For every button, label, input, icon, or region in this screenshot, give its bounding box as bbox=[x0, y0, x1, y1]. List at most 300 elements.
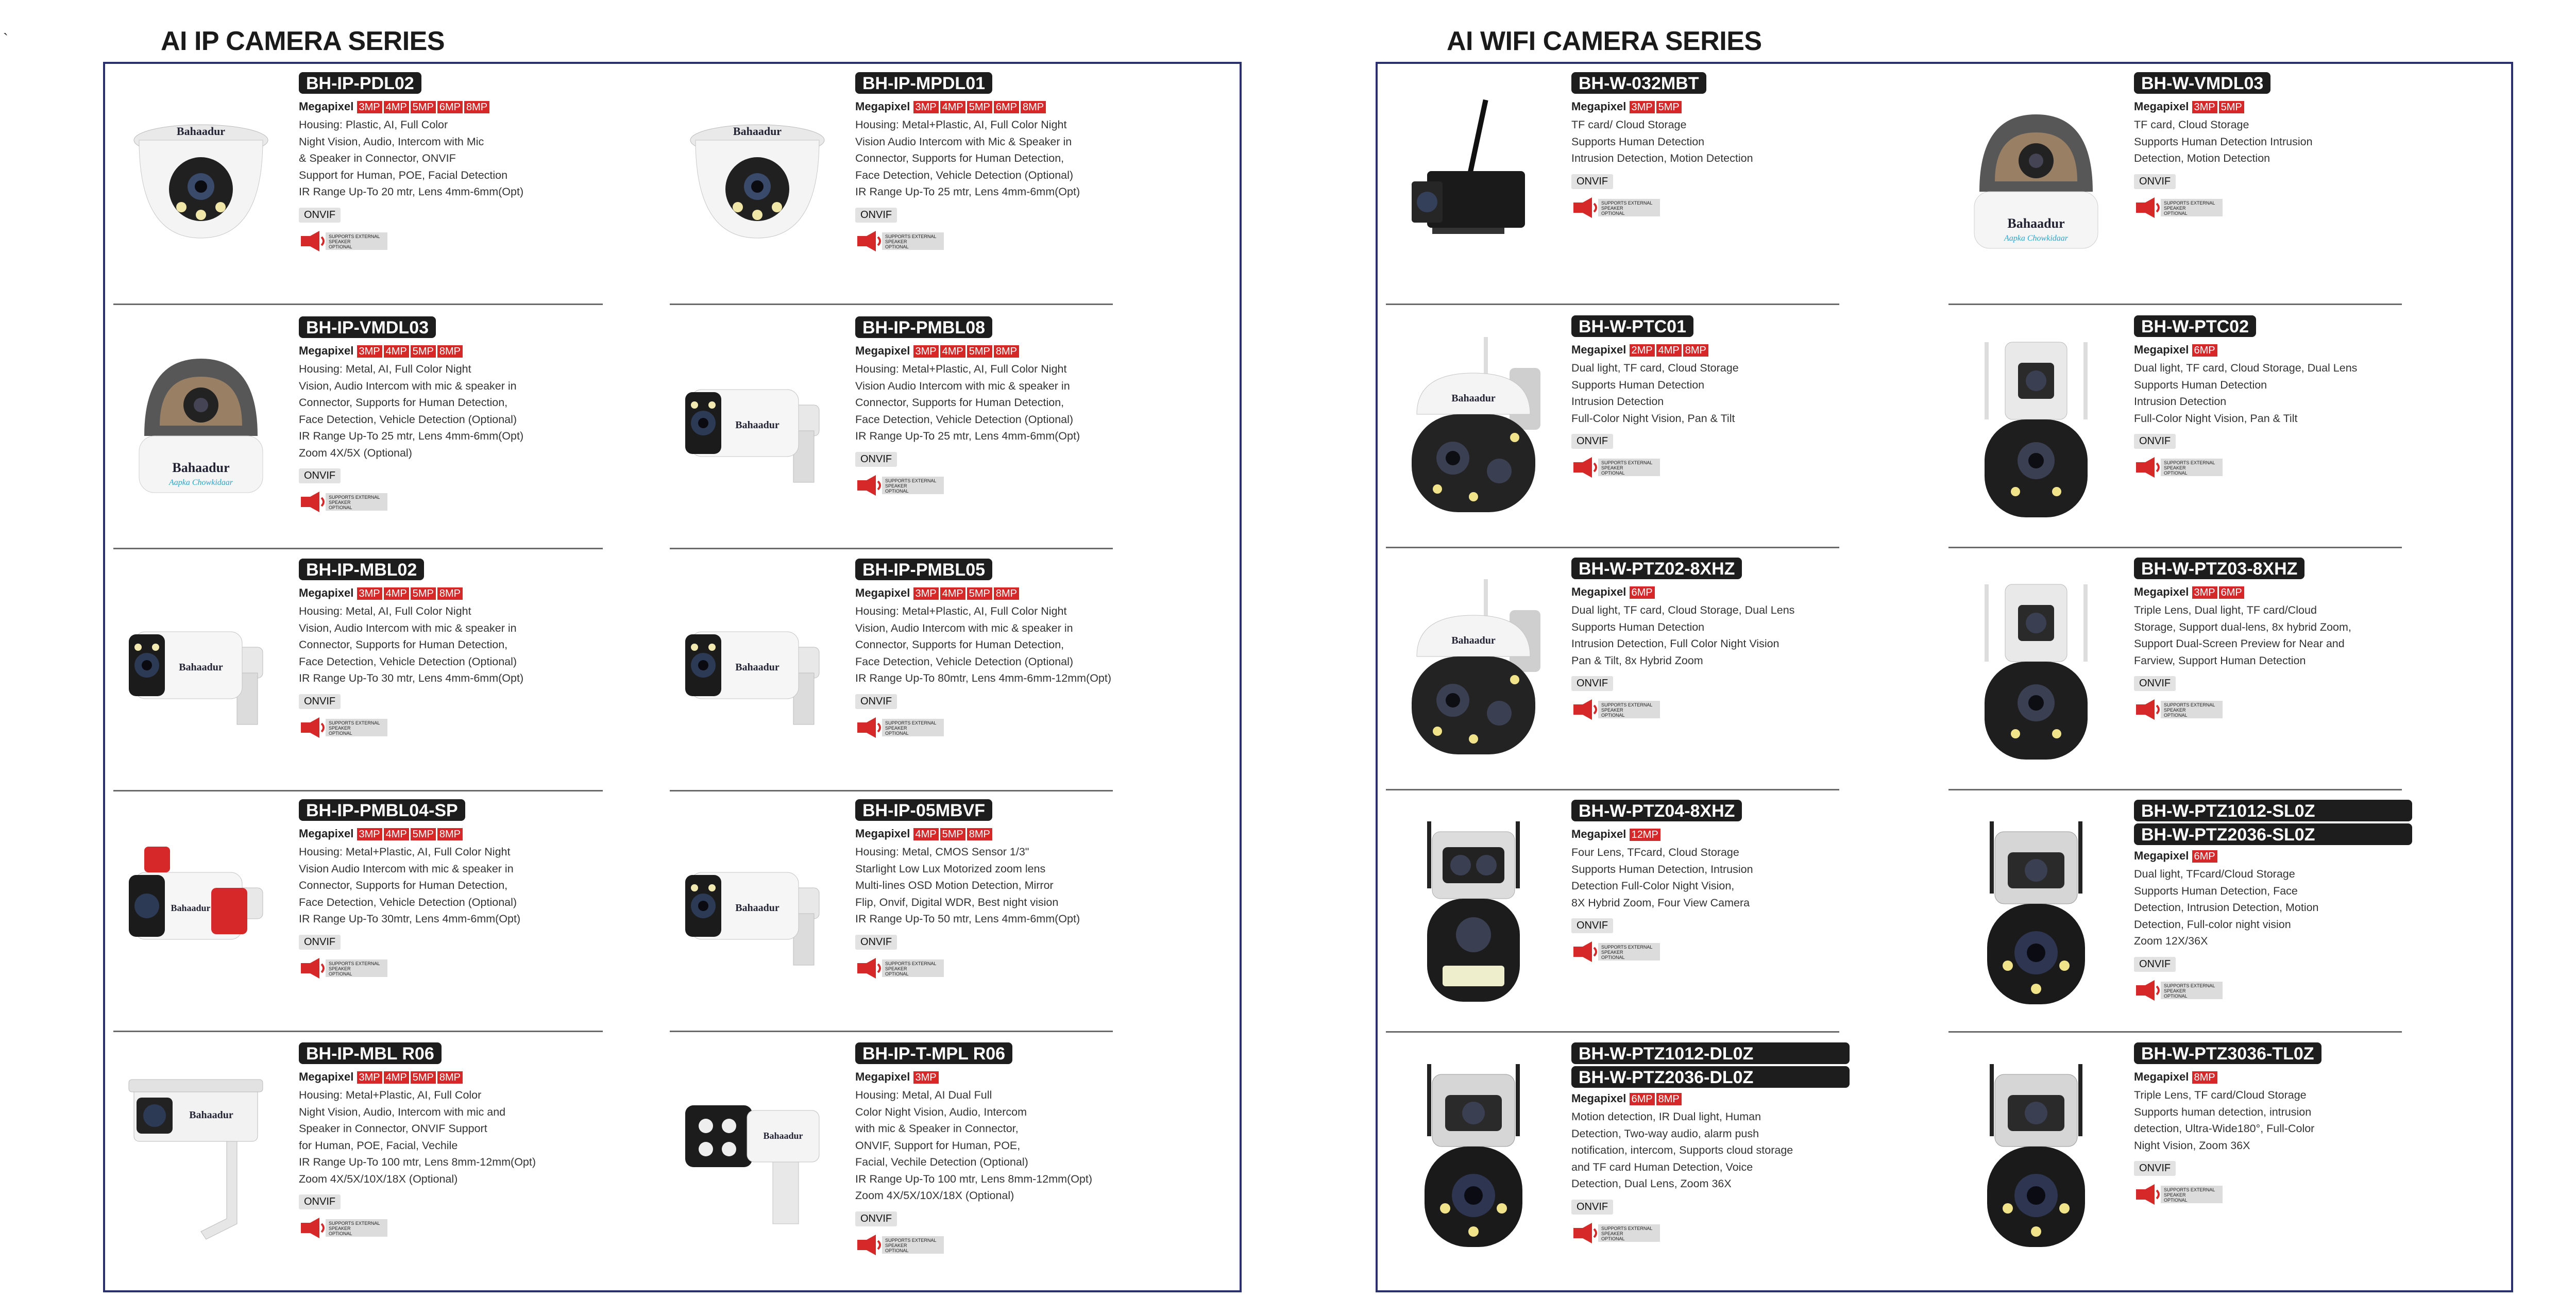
row-divider bbox=[1386, 1031, 1839, 1033]
model-names bbox=[299, 799, 577, 823]
megapixel-badge: 4MP bbox=[384, 1071, 409, 1084]
camera-image bbox=[1959, 327, 2113, 523]
spec-line: ONVIF, Support for Human, POE, bbox=[855, 1139, 1021, 1152]
megapixel-badge: 6MP bbox=[1630, 1093, 1655, 1105]
product-card bbox=[113, 307, 629, 549]
spec-line: Dual light, TF card, Cloud Storage bbox=[1571, 362, 1739, 374]
svg-text:Bahaadur: Bahaadur bbox=[1451, 393, 1496, 404]
product-card bbox=[670, 549, 1185, 791]
onvif-badge: ONVIF bbox=[2134, 174, 2176, 189]
spec-line: Housing: Metal, AI, Full Color Night bbox=[299, 363, 471, 375]
svg-text:Bahaadur: Bahaadur bbox=[189, 1109, 233, 1121]
megapixel-badge: 4MP bbox=[384, 101, 409, 113]
svg-text:Bahaadur: Bahaadur bbox=[2007, 216, 2065, 231]
speaker-tag bbox=[1598, 1224, 1660, 1242]
spec-line: Face Detection, Vehicle Detection (Optional) bbox=[855, 655, 1074, 668]
megapixel-badge: 8MP bbox=[437, 1071, 463, 1084]
speaker-tag bbox=[326, 1219, 387, 1237]
external-speaker-badge bbox=[855, 717, 948, 738]
spec-line: Zoom 4X/5X (Optional) bbox=[299, 446, 412, 459]
onvif-badge: ONVIF bbox=[1571, 434, 1613, 449]
speaker-tag bbox=[1598, 459, 1660, 476]
spec-line: Supports Human Detection bbox=[1571, 620, 1705, 633]
spec-line: Triple Lens, TF card/Cloud Storage bbox=[2134, 1089, 2307, 1101]
onvif-badge: ONVIF bbox=[855, 208, 897, 223]
speaker-tag-line: SPEAKER bbox=[885, 725, 907, 731]
speaker-tag-line: SUPPORTS EXTERNAL bbox=[885, 478, 937, 483]
svg-text:Bahaadur: Bahaadur bbox=[172, 460, 230, 475]
spec-line: Housing: Metal, AI Dual Full bbox=[855, 1089, 992, 1101]
spec-line: IR Range Up-To 100 mtr, Lens 8mm-12mm(Opt) bbox=[299, 1156, 536, 1168]
megapixel-badge: 6MP bbox=[2192, 344, 2217, 357]
model-names bbox=[299, 559, 577, 582]
svg-text:Aapka Chowkidaar: Aapka Chowkidaar bbox=[2004, 234, 2068, 243]
product-card bbox=[1948, 1033, 2443, 1275]
spec-line: Intrusion Detection bbox=[1571, 395, 1664, 408]
speaker-icon bbox=[299, 717, 328, 738]
megapixel-badge: 6MP bbox=[2192, 850, 2217, 863]
spec-line: Connector, Supports for Human Detection, bbox=[855, 396, 1064, 409]
megapixel-badge: 3MP bbox=[357, 1071, 382, 1084]
speaker-icon bbox=[855, 717, 884, 738]
spec-line: Face Detection, Vehicle Detection (Optional) bbox=[855, 413, 1074, 426]
model-names bbox=[2134, 800, 2412, 845]
megapixel-label: Megapixel bbox=[299, 344, 354, 357]
speaker-tag-line: SPEAKER bbox=[1601, 950, 1623, 955]
spec-line: Housing: Metal+Plastic, AI, Full Color Night bbox=[299, 846, 511, 858]
model-badge: BH-IP-05MBVF bbox=[855, 799, 992, 821]
model-badge: BH-W-PTZ3036-TL0Z bbox=[2134, 1042, 2321, 1064]
camera-image bbox=[1959, 569, 2113, 765]
speaker-icon bbox=[2134, 980, 2163, 1001]
megapixel-badge: 6MP bbox=[994, 101, 1019, 113]
megapixel-badge: 8MP bbox=[994, 587, 1019, 600]
spec-line: Face Detection, Vehicle Detection (Optional) bbox=[855, 169, 1074, 181]
spec-line: Connector, Supports for Human Detection, bbox=[299, 638, 508, 651]
spec-line: Supports Human Detection, Face bbox=[2134, 884, 2298, 897]
spec-line: Vision, Audio Intercom with mic & speaker in bbox=[299, 621, 517, 634]
model-badge: BH-W-PTZ2036-SL0Z bbox=[2134, 823, 2412, 845]
speaker-tag-line: SUPPORTS EXTERNAL bbox=[329, 961, 380, 966]
spec-line: Detection, Intrusion Detection, Motion bbox=[2134, 901, 2319, 914]
speaker-icon bbox=[1571, 197, 1600, 218]
onvif-badge: ONVIF bbox=[2134, 676, 2176, 691]
speaker-tag-line: SUPPORTS EXTERNAL bbox=[2164, 702, 2215, 707]
onvif-badge: ONVIF bbox=[1571, 174, 1613, 189]
camera-image bbox=[680, 328, 835, 524]
speaker-tag-line: SUPPORTS EXTERNAL bbox=[885, 233, 937, 239]
svg-text:Bahaadur: Bahaadur bbox=[171, 903, 211, 913]
product-card bbox=[1948, 548, 2443, 790]
megapixel-label: Megapixel bbox=[1571, 585, 1626, 598]
product-info bbox=[2134, 315, 2412, 478]
speaker-tag-line: SPEAKER bbox=[885, 239, 907, 244]
onvif-badge: ONVIF bbox=[299, 468, 341, 483]
megapixel-row bbox=[299, 344, 577, 358]
megapixel-badge: 4MP bbox=[940, 587, 965, 600]
speaker-tag bbox=[882, 232, 944, 250]
speaker-tag-line: OPTIONAL bbox=[329, 505, 352, 510]
spec-line: Supports Human Detection bbox=[1571, 135, 1705, 148]
megapixel-row bbox=[1571, 828, 1850, 841]
camera-image bbox=[1959, 811, 2113, 1007]
megapixel-badge: 8MP bbox=[967, 828, 992, 840]
product-card bbox=[670, 63, 1185, 305]
product-card bbox=[1948, 790, 2443, 1033]
speaker-tag bbox=[882, 477, 944, 494]
speaker-tag-line: OPTIONAL bbox=[885, 730, 909, 736]
onvif-badge: ONVIF bbox=[299, 694, 341, 709]
speaker-tag-line: SUPPORTS EXTERNAL bbox=[1601, 945, 1653, 950]
speaker-tag-line: OPTIONAL bbox=[1601, 713, 1625, 718]
speaker-tag-line: SPEAKER bbox=[329, 500, 351, 505]
megapixel-badge: 5MP bbox=[411, 1071, 436, 1084]
spec-line: Vision Audio Intercom with mic & speaker in bbox=[299, 862, 514, 875]
speaker-tag-line: SPEAKER bbox=[885, 1242, 907, 1248]
spec-line: Detection, Full-color night vision bbox=[2134, 918, 2291, 931]
model-badge: BH-W-PTZ03-8XHZ bbox=[2134, 558, 2304, 579]
product-card bbox=[1386, 63, 1880, 305]
megapixel-label: Megapixel bbox=[2134, 1070, 2189, 1083]
model-names bbox=[1571, 72, 1850, 96]
external-speaker-badge bbox=[1571, 1223, 1664, 1243]
svg-text:Bahaadur: Bahaadur bbox=[763, 1131, 803, 1141]
speaker-tag-line: SUPPORTS EXTERNAL bbox=[329, 233, 380, 239]
megapixel-badge: 3MP bbox=[913, 345, 939, 358]
spec-line: Connector, Supports for Human Detection, bbox=[855, 638, 1064, 651]
spec-line: Pan & Tilt, 8x Hybrid Zoom bbox=[1571, 654, 1703, 667]
onvif-badge: ONVIF bbox=[2134, 434, 2176, 449]
speaker-icon bbox=[855, 1235, 884, 1255]
megapixel-badge: 3MP bbox=[913, 587, 939, 600]
speaker-tag-line: OPTIONAL bbox=[329, 1231, 352, 1236]
speaker-tag-line: SUPPORTS EXTERNAL bbox=[885, 961, 937, 966]
speaker-tag-line: SUPPORTS EXTERNAL bbox=[885, 720, 937, 726]
megapixel-row bbox=[1571, 343, 1850, 357]
speaker-icon bbox=[855, 958, 884, 979]
model-names bbox=[1571, 558, 1850, 581]
camera-image bbox=[1396, 83, 1551, 279]
megapixel-badge: 2MP bbox=[1630, 344, 1655, 357]
megapixel-badge: 3MP bbox=[1630, 101, 1655, 113]
megapixel-badge: 3MP bbox=[2192, 586, 2217, 599]
onvif-badge: ONVIF bbox=[2134, 1161, 2176, 1176]
camera-image bbox=[1396, 811, 1551, 1007]
product-card bbox=[113, 790, 629, 1032]
product-card bbox=[670, 1033, 1185, 1275]
speaker-tag bbox=[882, 719, 944, 736]
speaker-icon bbox=[299, 231, 328, 251]
wifi-section-title: AI WIFI CAMERA SERIES bbox=[1447, 26, 1762, 56]
spec-line: for Human, POE, Facial, Vechile bbox=[299, 1139, 458, 1152]
speaker-tag bbox=[2161, 459, 2223, 476]
speaker-tag-line: OPTIONAL bbox=[885, 488, 909, 494]
spec-line: Facial, Vechile Detection (Optional) bbox=[855, 1156, 1028, 1168]
megapixel-label: Megapixel bbox=[855, 827, 910, 840]
model-badge: BH-W-PTC01 bbox=[1571, 315, 1693, 337]
megapixel-badge: 8MP bbox=[1656, 1093, 1682, 1105]
product-info bbox=[2134, 558, 2412, 720]
external-speaker-badge bbox=[1571, 941, 1664, 962]
spec-line: IR Range Up-To 25 mtr, Lens 4mm-6mm(Opt) bbox=[299, 430, 524, 442]
onvif-badge: ONVIF bbox=[855, 935, 897, 950]
megapixel-badge: 5MP bbox=[2219, 101, 2244, 113]
spec-line: Intrusion Detection bbox=[2134, 395, 2227, 408]
spec-line: TF card/ Cloud Storage bbox=[1571, 119, 1687, 131]
spec-line: Triple Lens, Dual light, TF card/Cloud bbox=[2134, 604, 2317, 616]
speaker-tag-line: SUPPORTS EXTERNAL bbox=[329, 720, 380, 726]
onvif-badge: ONVIF bbox=[299, 1194, 341, 1209]
spec-line: Face Detection, Vehicle Detection (Optional) bbox=[299, 896, 517, 908]
spec-line: Detection Full-Color Night Vision, bbox=[1571, 880, 1735, 892]
megapixel-badge: 3MP bbox=[357, 345, 382, 358]
megapixel-label: Megapixel bbox=[299, 586, 354, 599]
onvif-badge: ONVIF bbox=[855, 694, 897, 709]
spec-line: Support for Human, POE, Facial Detection bbox=[299, 169, 508, 181]
external-speaker-badge bbox=[855, 958, 948, 979]
spec-line: Night Vision, Audio, Intercom with Mic bbox=[299, 135, 484, 148]
speaker-tag-line: SPEAKER bbox=[2164, 465, 2186, 470]
speaker-tag-line: SPEAKER bbox=[329, 725, 351, 731]
model-badge: BH-IP-MBL02 bbox=[299, 559, 424, 580]
megapixel-row bbox=[855, 100, 1133, 113]
camera-image bbox=[680, 570, 835, 766]
svg-text:Bahaadur: Bahaadur bbox=[735, 902, 779, 914]
speaker-tag-line: OPTIONAL bbox=[1601, 470, 1625, 476]
camera-image bbox=[124, 83, 278, 279]
speaker-tag-line: SPEAKER bbox=[2164, 988, 2186, 993]
spec-line: Full-Color Night Vision, Pan & Tilt bbox=[2134, 412, 2298, 425]
speaker-tag-line: SPEAKER bbox=[1601, 1231, 1623, 1236]
model-names bbox=[1571, 315, 1850, 339]
model-badge: BH-W-PTZ02-8XHZ bbox=[1571, 558, 1742, 579]
speaker-tag-line: OPTIONAL bbox=[2164, 993, 2188, 999]
spec-line: Multi-lines OSD Motion Detection, Mirror bbox=[855, 879, 1054, 891]
product-info bbox=[299, 559, 577, 738]
product-info bbox=[855, 316, 1133, 496]
camera-image bbox=[680, 811, 835, 1006]
model-names bbox=[855, 799, 1133, 823]
speaker-tag-line: OPTIONAL bbox=[2164, 1198, 2188, 1203]
megapixel-badge: 4MP bbox=[1656, 344, 1682, 357]
megapixel-badge: 6MP bbox=[437, 101, 463, 113]
model-badge: BH-W-PTZ2036-DL0Z bbox=[1571, 1066, 1850, 1088]
speaker-tag-line: SUPPORTS EXTERNAL bbox=[1601, 1225, 1653, 1231]
speaker-tag-line: SPEAKER bbox=[1601, 205, 1623, 211]
speaker-icon bbox=[299, 492, 328, 512]
product-card bbox=[670, 307, 1185, 549]
spec-line: & Speaker in Connector, ONVIF bbox=[299, 152, 456, 164]
megapixel-row bbox=[2134, 100, 2412, 113]
svg-text:Aapka Chowkidaar: Aapka Chowkidaar bbox=[169, 478, 233, 487]
spec-line: Farview, Support Human Detection bbox=[2134, 654, 2306, 667]
megapixel-badge: 3MP bbox=[357, 587, 382, 600]
speaker-tag-line: OPTIONAL bbox=[1601, 955, 1625, 960]
speaker-tag-line: SUPPORTS EXTERNAL bbox=[1601, 200, 1653, 206]
model-badge: BH-W-032MBT bbox=[1571, 72, 1706, 94]
speaker-tag-line: OPTIONAL bbox=[2164, 210, 2188, 216]
svg-text:Bahaadur: Bahaadur bbox=[1451, 635, 1496, 646]
megapixel-row bbox=[1571, 1092, 1850, 1105]
spec-line: Housing: Plastic, AI, Full Color bbox=[299, 119, 448, 131]
spec-line: Dual light, TFcard/Cloud Storage bbox=[2134, 868, 2295, 880]
megapixel-badge: 4MP bbox=[913, 828, 939, 840]
spec-line: IR Range Up-To 100 mtr, Lens 8mm-12mm(Opt) bbox=[855, 1172, 1093, 1185]
svg-text:Bahaadur: Bahaadur bbox=[735, 662, 779, 673]
product-info bbox=[1571, 800, 1850, 962]
megapixel-badge: 8MP bbox=[437, 828, 463, 840]
model-names bbox=[1571, 800, 1850, 823]
megapixel-label: Megapixel bbox=[855, 344, 910, 357]
camera-image bbox=[124, 328, 278, 524]
model-badge: BH-W-PTZ1012-SL0Z bbox=[2134, 800, 2412, 821]
speaker-tag-line: SPEAKER bbox=[2164, 205, 2186, 211]
speaker-icon bbox=[2134, 699, 2163, 720]
spec-line: Supports human detection, intrusion bbox=[2134, 1105, 2312, 1118]
spec-line: IR Range Up-To 20 mtr, Lens 4mm-6mm(Opt) bbox=[299, 186, 524, 198]
spec-line: Supports Human Detection bbox=[2134, 378, 2267, 391]
speaker-tag-line: OPTIONAL bbox=[1601, 210, 1625, 216]
speaker-tag-line: SUPPORTS EXTERNAL bbox=[329, 495, 380, 500]
megapixel-label: Megapixel bbox=[299, 1070, 354, 1083]
external-speaker-badge bbox=[1571, 699, 1664, 720]
speaker-tag-line: SUPPORTS EXTERNAL bbox=[2164, 1187, 2215, 1192]
spec-line: Vision, Audio Intercom with mic & speaker in bbox=[855, 621, 1073, 634]
megapixel-row bbox=[855, 827, 1133, 840]
megapixel-badge: 5MP bbox=[411, 345, 436, 358]
speaker-tag-line: SUPPORTS EXTERNAL bbox=[885, 1237, 937, 1243]
model-names bbox=[2134, 72, 2412, 96]
external-speaker-badge bbox=[2134, 1184, 2227, 1205]
product-info bbox=[299, 316, 577, 512]
product-card bbox=[113, 549, 629, 791]
onvif-badge: ONVIF bbox=[2134, 957, 2176, 972]
external-speaker-badge bbox=[299, 231, 392, 251]
megapixel-row bbox=[1571, 100, 1850, 113]
product-info bbox=[1571, 1042, 1850, 1243]
speaker-tag-line: SUPPORTS EXTERNAL bbox=[2164, 200, 2215, 206]
spec-line: and TF card Human Detection, Voice bbox=[1571, 1160, 1753, 1173]
onvif-badge: ONVIF bbox=[855, 1211, 897, 1226]
product-card bbox=[1386, 306, 1880, 548]
speaker-tag bbox=[2161, 199, 2223, 216]
speaker-tag bbox=[2161, 1186, 2223, 1203]
camera-image bbox=[1396, 327, 1551, 523]
megapixel-label: Megapixel bbox=[855, 1070, 910, 1083]
megapixel-row bbox=[855, 344, 1133, 358]
model-badge: BH-IP-PDL02 bbox=[299, 72, 421, 94]
spec-line: Motion detection, IR Dual light, Human bbox=[1571, 1110, 1761, 1123]
camera-image bbox=[1959, 83, 2113, 279]
megapixel-badge: 5MP bbox=[411, 828, 436, 840]
megapixel-badge: 4MP bbox=[384, 345, 409, 358]
megapixel-badge: 8MP bbox=[994, 345, 1019, 358]
spec-line: Dual light, TF card, Cloud Storage, Dual Lens bbox=[2134, 362, 2358, 374]
megapixel-row bbox=[299, 827, 577, 840]
speaker-tag-line: OPTIONAL bbox=[2164, 713, 2188, 718]
spec-line: Full-Color Night Vision, Pan & Tilt bbox=[1571, 412, 1735, 425]
spec-line: Housing: Metal, CMOS Sensor 1/3" bbox=[855, 846, 1029, 858]
megapixel-badge: 3MP bbox=[2192, 101, 2217, 113]
megapixel-badge: 3MP bbox=[913, 101, 939, 113]
product-card bbox=[113, 63, 629, 305]
speaker-tag bbox=[2161, 701, 2223, 718]
camera-image bbox=[680, 1054, 835, 1250]
speaker-tag bbox=[882, 1236, 944, 1254]
speaker-icon bbox=[1571, 1223, 1600, 1243]
camera-image bbox=[124, 570, 278, 766]
camera-image bbox=[1959, 1054, 2113, 1250]
megapixel-label: Megapixel bbox=[1571, 343, 1626, 356]
product-info bbox=[1571, 315, 1850, 478]
spec-line: Face Detection, Vehicle Detection (Optional) bbox=[299, 413, 517, 426]
speaker-tag-line: OPTIONAL bbox=[885, 1248, 909, 1253]
megapixel-badge: 6MP bbox=[2219, 586, 2244, 599]
product-card bbox=[1948, 63, 2443, 305]
megapixel-badge: 4MP bbox=[940, 345, 965, 358]
megapixel-badge: 5MP bbox=[411, 101, 436, 113]
spec-line: Supports Human Detection, Intrusion bbox=[1571, 863, 1753, 875]
speaker-tag bbox=[2161, 982, 2223, 999]
spec-line: IR Range Up-To 25 mtr, Lens 4mm-6mm(Opt) bbox=[855, 430, 1080, 442]
speaker-tag-line: SUPPORTS EXTERNAL bbox=[1601, 460, 1653, 465]
speaker-icon bbox=[855, 475, 884, 496]
spec-line: Housing: Metal, AI, Full Color Night bbox=[299, 605, 471, 617]
speaker-tag-line: SPEAKER bbox=[1601, 465, 1623, 470]
megapixel-badge: 5MP bbox=[1656, 101, 1682, 113]
spec-line: Four Lens, TFcard, Cloud Storage bbox=[1571, 846, 1739, 858]
spec-line: IR Range Up-To 80mtr, Lens 4mm-6mm-12mm(Opt) bbox=[855, 672, 1112, 684]
model-badge: BH-IP-T-MPL R06 bbox=[855, 1042, 1012, 1064]
row-divider bbox=[670, 304, 1113, 305]
product-info bbox=[299, 72, 577, 251]
model-badge: BH-IP-MBL R06 bbox=[299, 1042, 442, 1064]
onvif-badge: ONVIF bbox=[299, 935, 341, 950]
megapixel-badge: 5MP bbox=[411, 587, 436, 600]
row-divider bbox=[1948, 1031, 2402, 1033]
speaker-icon bbox=[299, 1218, 328, 1238]
onvif-badge: ONVIF bbox=[1571, 1200, 1613, 1215]
megapixel-label: Megapixel bbox=[299, 100, 354, 113]
model-names bbox=[855, 316, 1133, 340]
megapixel-label: Megapixel bbox=[1571, 1092, 1626, 1105]
external-speaker-badge bbox=[299, 492, 392, 512]
speaker-tag-line: OPTIONAL bbox=[329, 730, 352, 736]
model-names bbox=[855, 72, 1133, 96]
speaker-tag bbox=[326, 232, 387, 250]
megapixel-label: Megapixel bbox=[855, 586, 910, 599]
external-speaker-badge bbox=[2134, 699, 2227, 720]
row-divider bbox=[113, 304, 603, 305]
external-speaker-badge bbox=[855, 1235, 948, 1255]
product-info bbox=[855, 72, 1133, 251]
megapixel-badge: 5MP bbox=[967, 345, 992, 358]
megapixel-badge: 3MP bbox=[913, 1071, 939, 1084]
spec-line: Supports Human Detection Intrusion bbox=[2134, 135, 2313, 148]
spec-line: Detection, Dual Lens, Zoom 36X bbox=[1571, 1177, 1732, 1190]
speaker-tag-line: SUPPORTS EXTERNAL bbox=[2164, 460, 2215, 465]
spec-line: Detection, Two-way audio, alarm push bbox=[1571, 1127, 1759, 1140]
megapixel-row bbox=[2134, 343, 2412, 357]
megapixel-badge: 5MP bbox=[940, 828, 965, 840]
camera-image bbox=[680, 83, 835, 279]
model-names bbox=[299, 72, 577, 96]
svg-text:Bahaadur: Bahaadur bbox=[179, 662, 223, 673]
product-info bbox=[2134, 1042, 2412, 1205]
model-names bbox=[855, 559, 1133, 582]
external-speaker-badge bbox=[299, 1218, 392, 1238]
spec-line: Storage, Support dual-lens, 8x hybrid Zoom, bbox=[2134, 620, 2351, 633]
